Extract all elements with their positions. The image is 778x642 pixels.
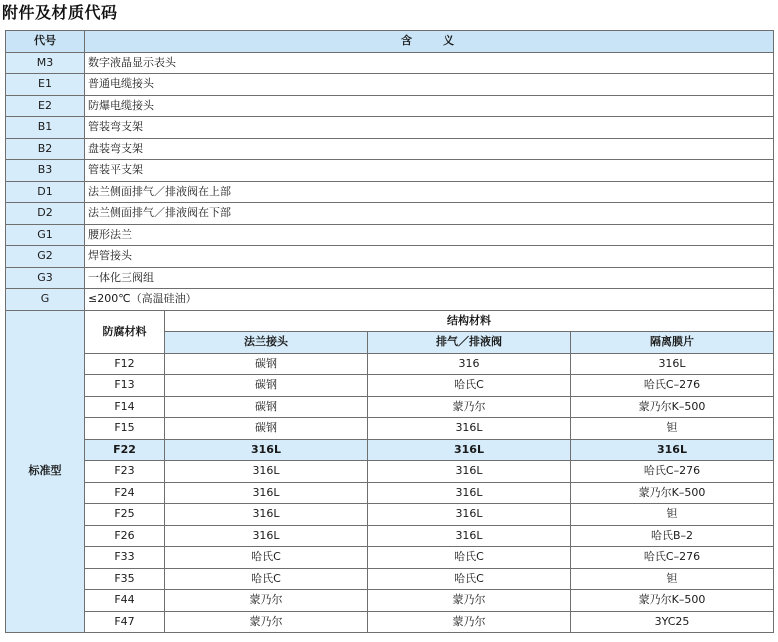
accessory-row xyxy=(6,203,774,225)
accessory-desc: 盘装弯支架 xyxy=(85,138,774,160)
accessory-desc: 管装弯支架 xyxy=(85,117,774,139)
accessory-row xyxy=(6,289,774,311)
material-row xyxy=(6,611,774,633)
accessory-code: B1 xyxy=(6,117,85,139)
meaning-header: 含 义 xyxy=(85,31,774,53)
accessory-desc: 管装平支架 xyxy=(85,160,774,182)
accessory-desc: 数字液晶显示表头 xyxy=(85,52,774,74)
accessory-row xyxy=(6,95,774,117)
accessory-desc: 普通电缆接头 xyxy=(85,74,774,96)
valve-material: 316L xyxy=(368,504,571,526)
material-code: F12 xyxy=(85,353,165,375)
flange-material: 316L xyxy=(165,439,368,461)
diaphragm-material: 哈氏C–276 xyxy=(571,547,774,569)
material-code: F14 xyxy=(85,396,165,418)
material-row xyxy=(6,482,774,504)
material-row xyxy=(6,461,774,483)
diaphragm-material: 蒙乃尔K–500 xyxy=(571,590,774,612)
flange-material: 哈氏C xyxy=(165,568,368,590)
diaphragm-material: 蒙乃尔K–500 xyxy=(571,396,774,418)
header-row xyxy=(6,31,774,53)
valve-material: 哈氏C xyxy=(368,568,571,590)
accessory-code: G2 xyxy=(6,246,85,268)
accessory-material-table xyxy=(5,30,774,633)
valve-material: 316L xyxy=(368,439,571,461)
diaphragm-material: 钽 xyxy=(571,504,774,526)
corrosion-material-header: 防腐材料 xyxy=(85,310,165,353)
valve-material: 哈氏C xyxy=(368,375,571,397)
diaphragm-material: 316L xyxy=(571,439,774,461)
diaphragm-material: 316L xyxy=(571,353,774,375)
diaphragm-material: 哈氏B–2 xyxy=(571,525,774,547)
material-code: F26 xyxy=(85,525,165,547)
accessory-desc: 法兰侧面排气／排液阀在上部 xyxy=(85,181,774,203)
diaphragm-header: 隔离膜片 xyxy=(571,332,774,354)
accessory-row xyxy=(6,138,774,160)
accessory-desc: 一体化三阀组 xyxy=(85,267,774,289)
accessory-row xyxy=(6,160,774,182)
accessory-row xyxy=(6,52,774,74)
flange-material: 碳钢 xyxy=(165,375,368,397)
valve-material: 哈氏C xyxy=(368,547,571,569)
material-row xyxy=(6,418,774,440)
material-row xyxy=(6,547,774,569)
material-code: F22 xyxy=(85,439,165,461)
material-row xyxy=(6,504,774,526)
flange-material: 蒙乃尔 xyxy=(165,611,368,633)
accessory-row xyxy=(6,246,774,268)
valve-material: 316L xyxy=(368,418,571,440)
accessory-row xyxy=(6,224,774,246)
valve-material: 316L xyxy=(368,482,571,504)
accessory-code: E1 xyxy=(6,74,85,96)
material-row xyxy=(6,439,774,461)
material-code: F33 xyxy=(85,547,165,569)
accessory-code: M3 xyxy=(6,52,85,74)
accessory-code: G3 xyxy=(6,267,85,289)
flange-material: 316L xyxy=(165,504,368,526)
page-title: 附件及材质代码 xyxy=(2,3,118,22)
accessory-row xyxy=(6,267,774,289)
valve-header: 排气／排液阀 xyxy=(368,332,571,354)
material-row xyxy=(6,375,774,397)
material-row xyxy=(6,353,774,375)
material-row xyxy=(6,396,774,418)
diaphragm-material: 哈氏C–276 xyxy=(571,375,774,397)
accessory-desc: 焊管接头 xyxy=(85,246,774,268)
accessory-desc: 法兰侧面排气／排液阀在下部 xyxy=(85,203,774,225)
diaphragm-material: 蒙乃尔K–500 xyxy=(571,482,774,504)
accessory-code: D2 xyxy=(6,203,85,225)
material-code: F13 xyxy=(85,375,165,397)
material-code: F23 xyxy=(85,461,165,483)
material-code: F15 xyxy=(85,418,165,440)
accessory-code: B2 xyxy=(6,138,85,160)
flange-material: 哈氏C xyxy=(165,547,368,569)
diaphragm-material: 钽 xyxy=(571,568,774,590)
material-row xyxy=(6,590,774,612)
accessory-row xyxy=(6,74,774,96)
diaphragm-material: 哈氏C–276 xyxy=(571,461,774,483)
material-row xyxy=(6,525,774,547)
accessory-code: E2 xyxy=(6,95,85,117)
flange-material: 316L xyxy=(165,525,368,547)
material-header-row xyxy=(6,310,774,332)
flange-material: 碳钢 xyxy=(165,396,368,418)
diaphragm-material: 钽 xyxy=(571,418,774,440)
material-code: F44 xyxy=(85,590,165,612)
structure-material-header: 结构材料 xyxy=(165,310,774,332)
material-code: F24 xyxy=(85,482,165,504)
valve-material: 蒙乃尔 xyxy=(368,396,571,418)
code-header: 代号 xyxy=(6,31,85,53)
flange-material: 蒙乃尔 xyxy=(165,590,368,612)
accessory-code: G1 xyxy=(6,224,85,246)
flange-material: 316L xyxy=(165,461,368,483)
valve-material: 316 xyxy=(368,353,571,375)
accessory-code: G xyxy=(6,289,85,311)
material-row xyxy=(6,568,774,590)
accessory-row xyxy=(6,117,774,139)
material-code: F25 xyxy=(85,504,165,526)
valve-material: 蒙乃尔 xyxy=(368,611,571,633)
flange-material: 碳钢 xyxy=(165,418,368,440)
accessory-code: B3 xyxy=(6,160,85,182)
accessory-desc: ≤200℃（高温硅油） xyxy=(85,289,774,311)
flange-material: 316L xyxy=(165,482,368,504)
material-code: F47 xyxy=(85,611,165,633)
flange-material: 碳钢 xyxy=(165,353,368,375)
material-code: F35 xyxy=(85,568,165,590)
standard-type-label: 标准型 xyxy=(6,310,85,633)
valve-material: 316L xyxy=(368,461,571,483)
accessory-desc: 腰形法兰 xyxy=(85,224,774,246)
accessory-code: D1 xyxy=(6,181,85,203)
accessory-row xyxy=(6,181,774,203)
diaphragm-material: 3YC25 xyxy=(571,611,774,633)
valve-material: 蒙乃尔 xyxy=(368,590,571,612)
valve-material: 316L xyxy=(368,525,571,547)
accessory-desc: 防爆电缆接头 xyxy=(85,95,774,117)
table-body xyxy=(6,31,774,633)
flange-header: 法兰接头 xyxy=(165,332,368,354)
